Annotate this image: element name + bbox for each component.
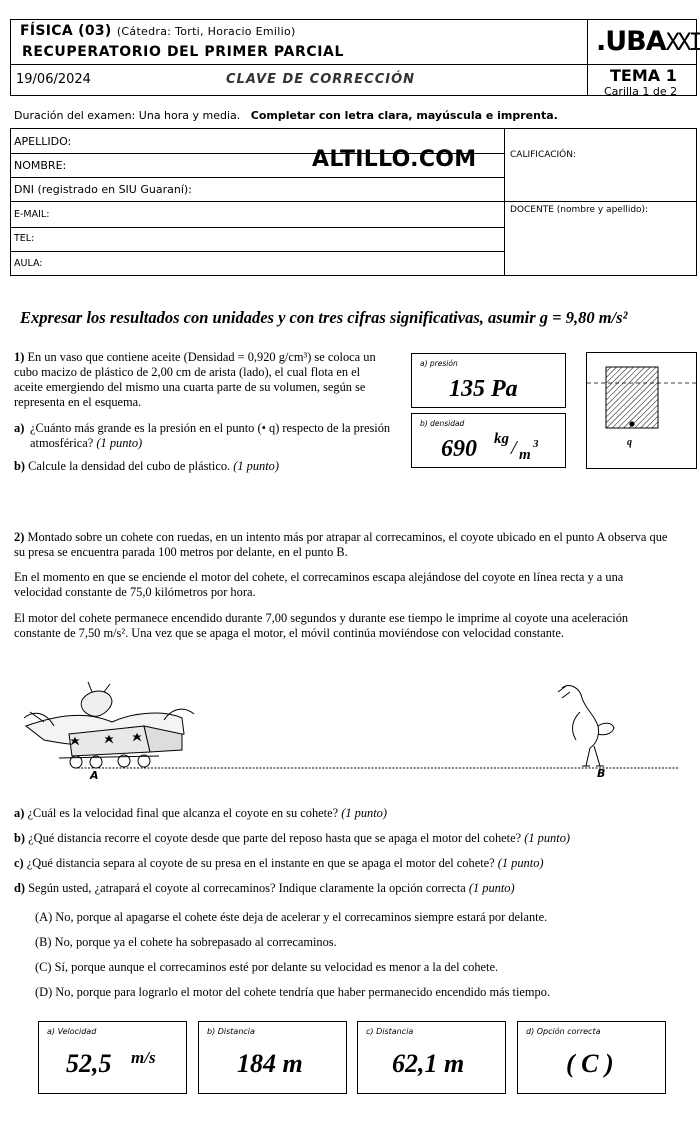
- question-points: (1 punto): [341, 806, 387, 820]
- subject-title: [20, 23, 296, 39]
- answer-box-distance-c: [357, 1021, 506, 1094]
- problem2-questions: [14, 806, 690, 1010]
- apellido-field[interactable]: APELLIDO:: [14, 135, 72, 148]
- form-line: [10, 251, 504, 252]
- unit-exponent: 3: [533, 438, 539, 450]
- form-line: [10, 177, 504, 178]
- option-b[interactable]: (B) No, porque ya el cohete ha sobrepasado al correcaminos.: [35, 935, 337, 949]
- question-points: (1 punto): [497, 856, 544, 870]
- form-line: [10, 227, 504, 228]
- cube-in-oil-diagram: [586, 352, 698, 470]
- aula-field[interactable]: AULA:: [14, 258, 43, 269]
- question-label: c): [14, 856, 24, 870]
- question-c: [14, 856, 690, 881]
- duration-text: Duración del examen: Una hora y media.: [14, 109, 241, 122]
- question-text: ¿Qué distancia separa al coyote de su presa en el instante en que se apaga el motor del cohete?: [26, 856, 495, 870]
- question-b-text: Calcule la densidad del cubo de plástico.: [28, 459, 231, 473]
- question-b-points: (1 punto): [233, 459, 280, 473]
- plastic-cube: [606, 367, 658, 428]
- question-a-text: ¿Cuánto más grande es la presión en el punto (• q) respecto de la presión atmosférica?: [30, 421, 391, 450]
- answer-box-density: [411, 413, 566, 468]
- question-b: [14, 831, 690, 856]
- catedra: (Cátedra: Torti, Horacio Emilio): [116, 25, 296, 38]
- option-a[interactable]: (A) No, porque al apagarse el cohete éste deja de acelerar y el correcaminos siempre estará por delante.: [35, 910, 548, 924]
- carilla-label: Carilla 1 de 2: [604, 85, 678, 98]
- form-divider-vertical: [504, 128, 505, 276]
- problem2-text-1: Montado sobre un cohete con ruedas, en un intento más por atrapar al correcaminos, el coyote ubicado en el punto A observa que su presa se encuentra parada 100 metros por delante, en el punto B.: [14, 530, 668, 559]
- answer-box-velocity: [38, 1021, 187, 1094]
- answer-label: b) Distancia: [207, 1027, 255, 1036]
- question-b-label: b): [14, 459, 26, 473]
- tema-label: TEMA 1: [610, 66, 677, 85]
- email-field[interactable]: E-MAIL:: [14, 209, 50, 220]
- question-a-points: (1 punto): [96, 436, 143, 450]
- form-divider-right: [504, 201, 697, 202]
- question-points: (1 punto): [524, 831, 571, 845]
- answer-label: d) Opción correcta: [526, 1027, 601, 1036]
- problem2-paragraph-2: En el momento en que se enciende el motor del cohete, el correcaminos escapa alejándose del coyote en línea recta y a una velocidad constante de 75,0 kilómetros por hora.: [14, 570, 624, 599]
- question-text: ¿Qué distancia recorre el coyote desde que parte del reposo hasta que se apaga el motor del cohete?: [28, 831, 522, 845]
- unit-denominator: m: [519, 447, 531, 463]
- problem2-paragraph-3: El motor del cohete permanece encendido durante 7,00 segundos y durante ese tiempo le imprime al coyote una aceleración constante de 7,50 m/s². Una vez que se apaga el motor, el móvil continúa moviéndose con velocidad constante.: [14, 611, 629, 640]
- answer-box-option: [517, 1021, 666, 1094]
- subject: FÍSICA (03): [20, 23, 112, 39]
- instructions-heading: Expresar los resultados con unidades y con tres cifras significativas, asumir g = 9,80 m/s²: [20, 308, 628, 327]
- answer-value: ( C ): [566, 1049, 614, 1078]
- answer-label: a) presión: [420, 359, 458, 368]
- uba-logo: [596, 26, 700, 57]
- answer-label: a) Velocidad: [47, 1027, 97, 1036]
- answer-label: b) densidad: [420, 419, 465, 428]
- point-q-marker: [629, 421, 634, 426]
- exam-date: 19/06/2024: [16, 72, 91, 87]
- question-text: Según usted, ¿atrapará el coyote al correcaminos? Indique claramente la opción correcta: [28, 881, 466, 895]
- question-d: [14, 881, 690, 910]
- problem1-question-b: [14, 459, 392, 474]
- problem1-question-a: [14, 421, 392, 451]
- problem1-statement: [14, 350, 392, 410]
- point-b-label: B: [597, 767, 606, 780]
- point-q-label: q: [627, 437, 632, 448]
- problem2-number: 2): [14, 530, 25, 544]
- point-a-label: A: [90, 769, 99, 782]
- answer-value: 184 m: [237, 1049, 303, 1078]
- header-divider-vertical: [587, 20, 588, 95]
- answer-box-distance-b: [198, 1021, 347, 1094]
- nombre-field[interactable]: NOMBRE:: [14, 159, 67, 172]
- exam-title: RECUPERATORIO DEL PRIMER PARCIAL: [22, 44, 344, 60]
- question-a-label: a): [14, 421, 25, 435]
- answer-value: 135 Pa: [449, 376, 518, 402]
- watermark: ALTILLO.COM: [312, 147, 477, 172]
- answer-box-pressure: [411, 353, 566, 408]
- tel-field[interactable]: TEL:: [14, 233, 35, 244]
- question-label: b): [14, 831, 26, 845]
- answer-value: 62,1 m: [392, 1049, 465, 1078]
- dni-field[interactable]: DNI (registrado en SIU Guaraní):: [14, 183, 192, 196]
- question-label: a): [14, 806, 25, 820]
- roadrunner-drawing: [558, 686, 614, 766]
- coyote-rocket-drawing: [24, 682, 194, 768]
- form-line: [10, 201, 504, 202]
- unit-slash: /: [511, 437, 517, 459]
- calificacion-field[interactable]: CALIFICACIÓN:: [510, 150, 577, 160]
- logo-main: .UBA: [596, 26, 666, 57]
- option-c[interactable]: (C) Sí, porque aunque el correcaminos esté por delante su velocidad es menor a la del cohete.: [35, 960, 499, 974]
- problem1-number: 1): [14, 350, 25, 364]
- option-d[interactable]: (D) No, porque para lograrlo el motor del cohete tendría que haber permanecido encendido más tiempo.: [35, 985, 551, 999]
- header-divider-horizontal: [11, 64, 696, 65]
- question-text: ¿Cuál es la velocidad final que alcanza el coyote en su cohete?: [27, 806, 339, 820]
- logo-suffix: XXI: [665, 28, 700, 56]
- answer-value: 690: [441, 436, 477, 462]
- question-points: (1 punto): [468, 881, 515, 895]
- question-label: d): [14, 881, 26, 895]
- problem1-text: En un vaso que contiene aceite (Densidad = 0,920 g/cm³) se coloca un cubo macizo de plástico de 2,00 cm de arista (lado), el cual flota en el aceite emergiendo del mismo una cuarta parte de su volumen, según se representa en el esquema.: [14, 350, 376, 409]
- docente-field[interactable]: DOCENTE (nombre y apellido):: [510, 205, 649, 215]
- answer-unit: m/s: [131, 1048, 156, 1067]
- answer-value: 52,5: [66, 1049, 112, 1078]
- coyote-roadrunner-illustration: [14, 682, 690, 782]
- duration-instruction: Completar con letra clara, mayúscula e imprenta.: [250, 109, 558, 122]
- duration-line: [14, 109, 558, 122]
- unit-numerator: kg: [494, 431, 509, 447]
- question-a: [14, 806, 690, 831]
- answer-key-title: CLAVE DE CORRECCIÓN: [226, 72, 416, 87]
- problem2-paragraph-1: [14, 530, 674, 560]
- answer-label: c) Distancia: [366, 1027, 414, 1036]
